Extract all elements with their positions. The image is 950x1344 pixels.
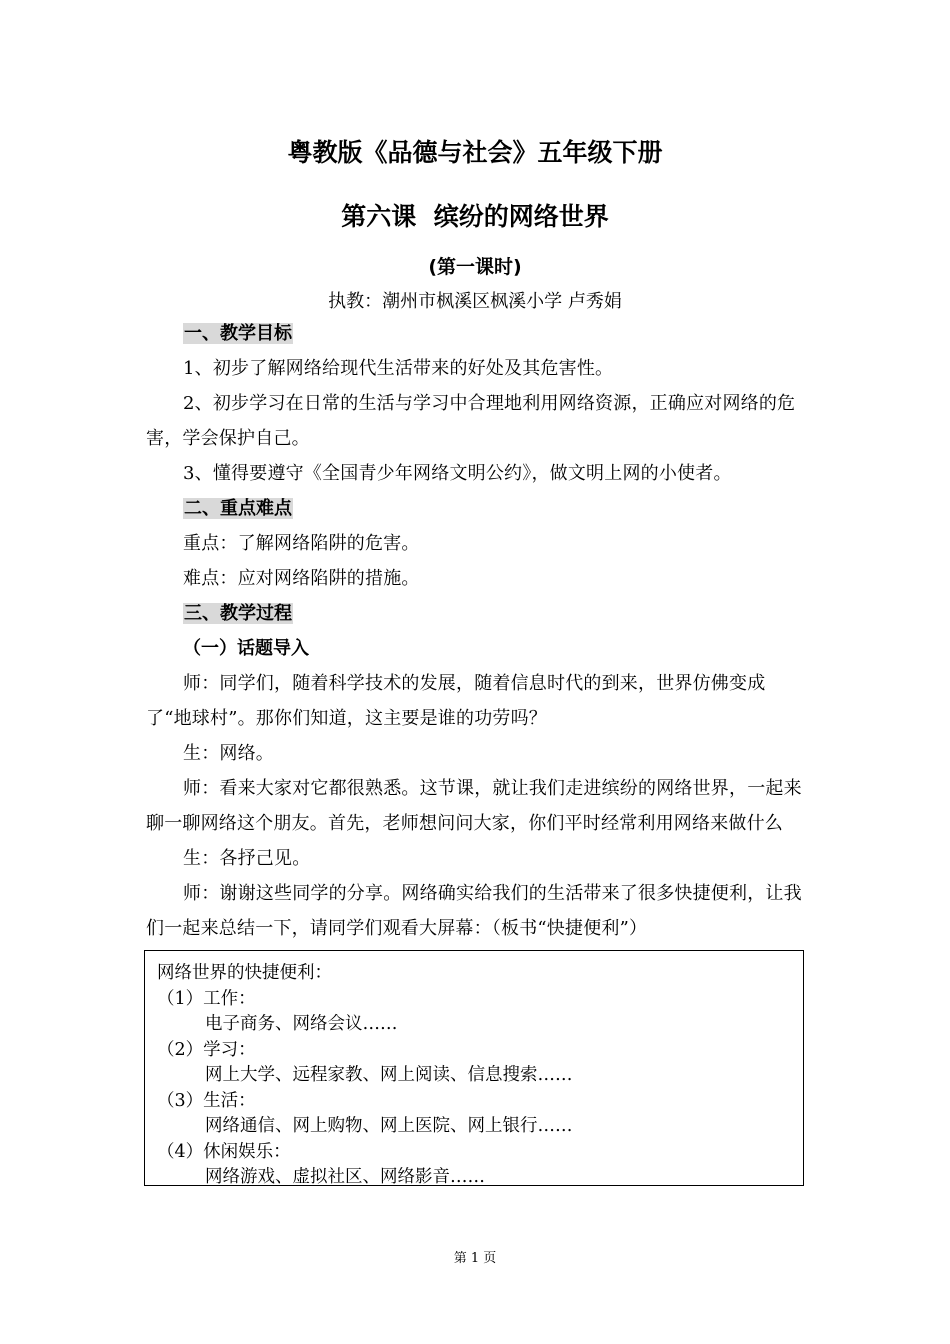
lesson-title: 第六课 缤纷的网络世界	[341, 202, 609, 231]
page-number: 第 1 页	[453, 1251, 497, 1266]
box-category-label: （1）工作：	[157, 988, 256, 1009]
box-category-items: 网络通信、网上购物、网上医院、网上银行……	[205, 1116, 573, 1136]
section-heading-process: 三、教学过程	[184, 603, 292, 624]
section-heading-key-points: 二、重点难点	[184, 498, 292, 519]
goal-item: 2、初步学习在日常的生活与学习中合理地利用网络资源，正确应对网络的危害，学会保护自己。	[146, 393, 796, 449]
document-body	[146, 316, 806, 946]
dialogue-paragraph: 生：各抒己见。	[183, 848, 311, 869]
box-category-items: 网上大学、远程家教、网上阅读、信息搜索……	[205, 1065, 573, 1085]
dialogue-paragraph: 师：看来大家对它都很熟悉。这节课，就让我们走进缤纷的网络世界，一起来聊一聊网络这个朋友。首先，老师想问问大家，你们平时经常利用网络来做什么	[146, 778, 802, 834]
goal-item: 3、懂得要遵守《全国青少年网络文明公约》，做文明上网的小使者。	[183, 463, 732, 484]
box-title: 网络世界的快捷便利：	[157, 963, 332, 983]
section-heading-goals: 一、教学目标	[184, 323, 292, 344]
box-category-label: （4）休闲娱乐：	[157, 1141, 291, 1162]
goal-item: 1、初步了解网络给现代生活带来的好处及其危害性。	[183, 358, 614, 379]
difficult-point: 难点：应对网络陷阱的措施。	[183, 568, 420, 589]
subsection-heading-intro: （一）话题导入	[183, 638, 309, 659]
author-line: 执教：潮州市枫溪区枫溪小学 卢秀娟	[328, 291, 622, 312]
dialogue-paragraph: 师：同学们，随着科学技术的发展，随着信息时代的到来，世界仿佛变成了“地球村”。那你们知道，这主要是谁的功劳吗？	[146, 673, 766, 729]
document-title: 粤教版《品德与社会》五年级下册	[287, 138, 663, 167]
box-category-label: （3）生活：	[157, 1090, 256, 1111]
key-point: 重点：了解网络陷阱的危害。	[183, 533, 420, 554]
summary-box	[144, 950, 804, 1186]
dialogue-paragraph: 生：网络。	[183, 743, 274, 764]
dialogue-paragraph: 师：谢谢这些同学的分享。网络确实给我们的生活带来了很多快捷便利，让我们一起来总结一下，请同学们观看大屏幕：（板书“快捷便利”）	[146, 883, 802, 939]
box-category-items: 电子商务、网络会议……	[205, 1014, 398, 1034]
box-category-label: （2）学习：	[157, 1039, 256, 1060]
lesson-period: (第一课时)	[428, 256, 522, 278]
box-category-items: 网络游戏、虚拟社区、网络影音……	[205, 1167, 485, 1187]
